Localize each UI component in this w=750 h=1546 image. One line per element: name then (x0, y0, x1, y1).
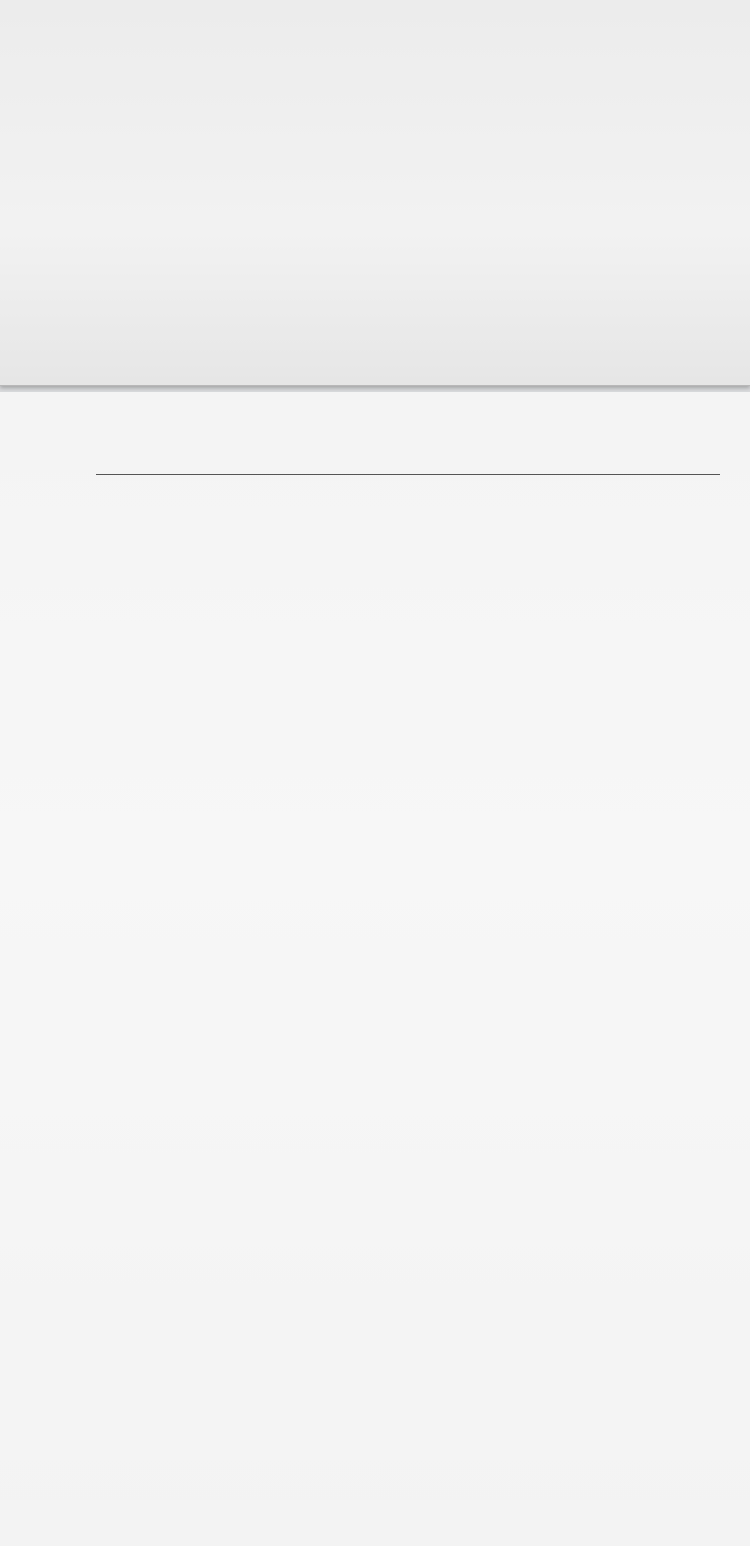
running-head-rule (96, 474, 720, 475)
toc-page-bottom (0, 392, 750, 1546)
toc-page-top (0, 0, 750, 386)
